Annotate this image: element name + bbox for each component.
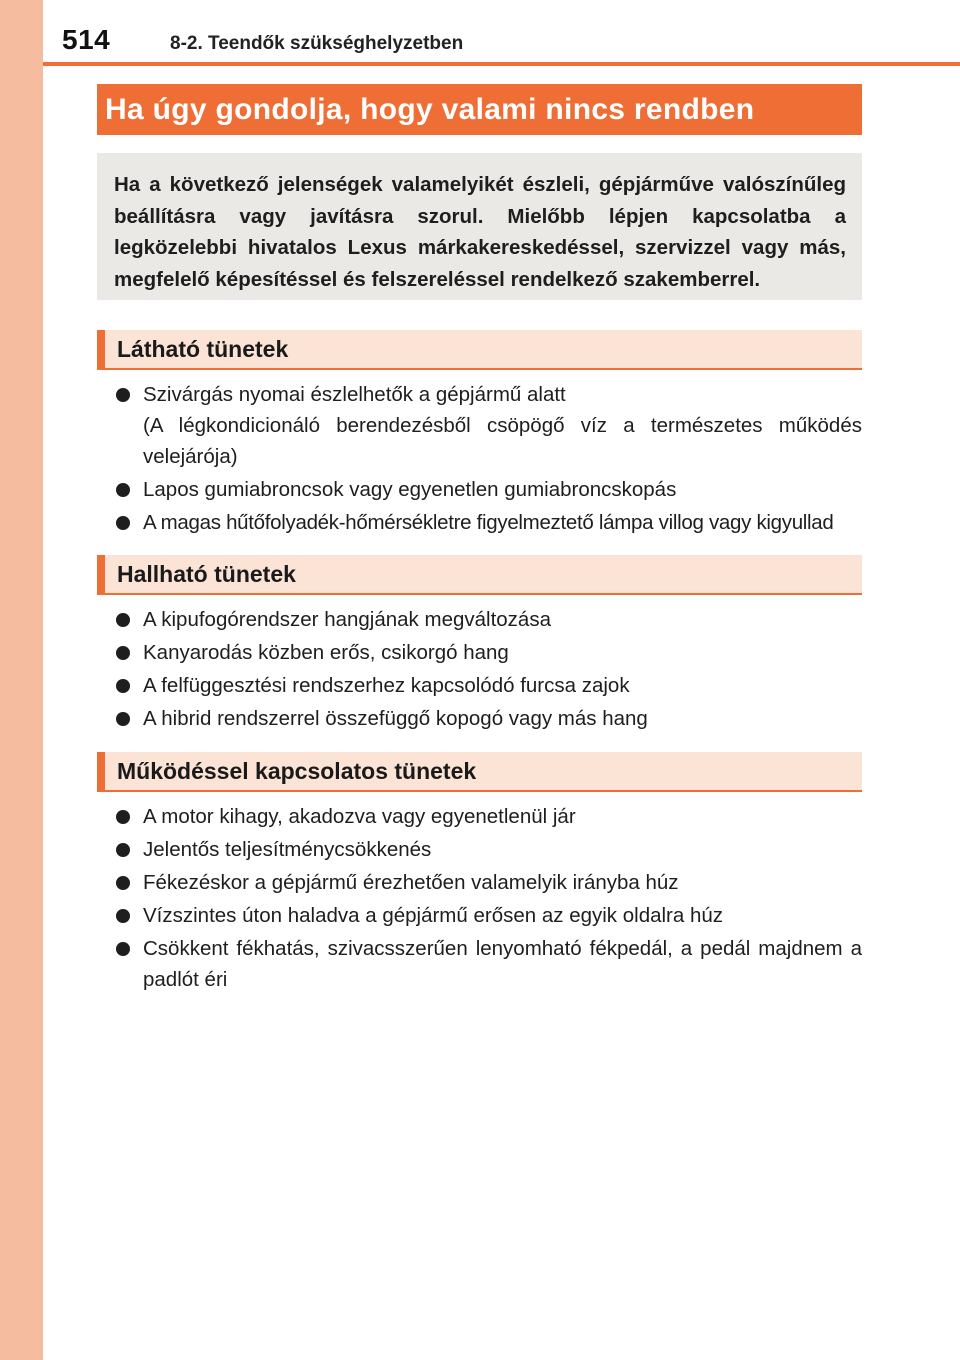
visible-symptoms-list [116,379,862,540]
list-item [116,900,862,931]
operational-symptoms-list [116,801,862,997]
bullet-icon [116,876,130,890]
list-item-text: Vízszintes úton haladva a gépjármű erősen az egyik oldalra húz [143,904,724,927]
section-heading: Működéssel kapcsolatos tünetek [117,757,477,784]
list-item [116,507,862,538]
bullet-icon [116,679,130,693]
section-header-visible-symptoms [97,330,862,370]
section-heading: Hallható tünetek [117,560,296,587]
section-header-audible-symptoms [97,555,862,595]
intro-text: Ha a következő jelenségek valamelyikét észleli, gépjárműve valószínűleg beállításra vagy javításra szorul. Mielőbb lépjen kapcsolatba a legközelebbi hivatalos Lexus márkakereskedéssel, szervizzel vagy más, megfelelő képesítéssel és felszereléssel rendelkező szakemberrel. [114,173,846,291]
bullet-icon [116,712,130,726]
header-divider [43,62,960,66]
list-item-text: A motor kihagy, akadozva vagy egyenetlenül jár [143,805,576,828]
section-breadcrumb: 8-2. Teendők szükséghelyzetben [170,33,464,54]
list-item-text: A magas hűtőfolyadék-hőmérsékletre figyelmeztető lámpa villog vagy kigyullad [143,511,834,534]
bullet-icon [116,909,130,923]
intro-box [97,153,862,300]
list-item [116,867,862,898]
side-margin-strip [0,0,43,1360]
list-item [116,637,862,668]
list-item [116,670,862,701]
bullet-icon [116,843,130,857]
page-title: Ha úgy gondolja, hogy valami nincs rendben [105,92,755,126]
section-header-operational-symptoms [97,752,862,792]
bullet-icon [116,810,130,824]
list-item-text: A kipufogórendszer hangjának megváltozása [143,608,551,631]
list-item-text: Csökkent fékhatás, szivacsszerűen lenyomható fékpedál, a pedál majdnem a padlót éri [143,937,862,991]
section-heading: Látható tünetek [117,335,289,362]
list-item-text: Kanyarodás közben erős, csikorgó hang [143,641,509,664]
list-item [116,834,862,865]
list-item [116,604,862,635]
list-item [116,933,862,995]
bullet-icon [116,613,130,627]
list-item-text: Fékezéskor a gépjármű érezhetően valamelyik irányba húz [143,871,679,894]
page-number: 514 [62,24,111,55]
list-item-text: Szivárgás nyomai észlelhetők a gépjármű alatt [143,383,566,406]
list-item-text: A felfüggesztési rendszerhez kapcsolódó furcsa zajok [143,674,630,697]
list-item [116,703,862,734]
list-item [116,379,862,472]
list-item-text: Lapos gumiabroncsok vagy egyenetlen gumiabroncskopás [143,478,677,501]
bullet-icon [116,942,130,956]
bullet-icon [116,646,130,660]
bullet-icon [116,388,130,402]
list-item-text: Jelentős teljesítménycsökkenés [143,838,432,861]
list-item [116,474,862,505]
list-item-note: (A légkondicionáló berendezésből csöpögő víz a természetes működés velejárója) [143,414,862,468]
bullet-icon [116,516,130,530]
page-title-bar [97,84,862,135]
audible-symptoms-list [116,604,862,736]
list-item [116,801,862,832]
bullet-icon [116,483,130,497]
list-item-text: A hibrid rendszerrel összefüggő kopogó vagy más hang [143,707,648,730]
